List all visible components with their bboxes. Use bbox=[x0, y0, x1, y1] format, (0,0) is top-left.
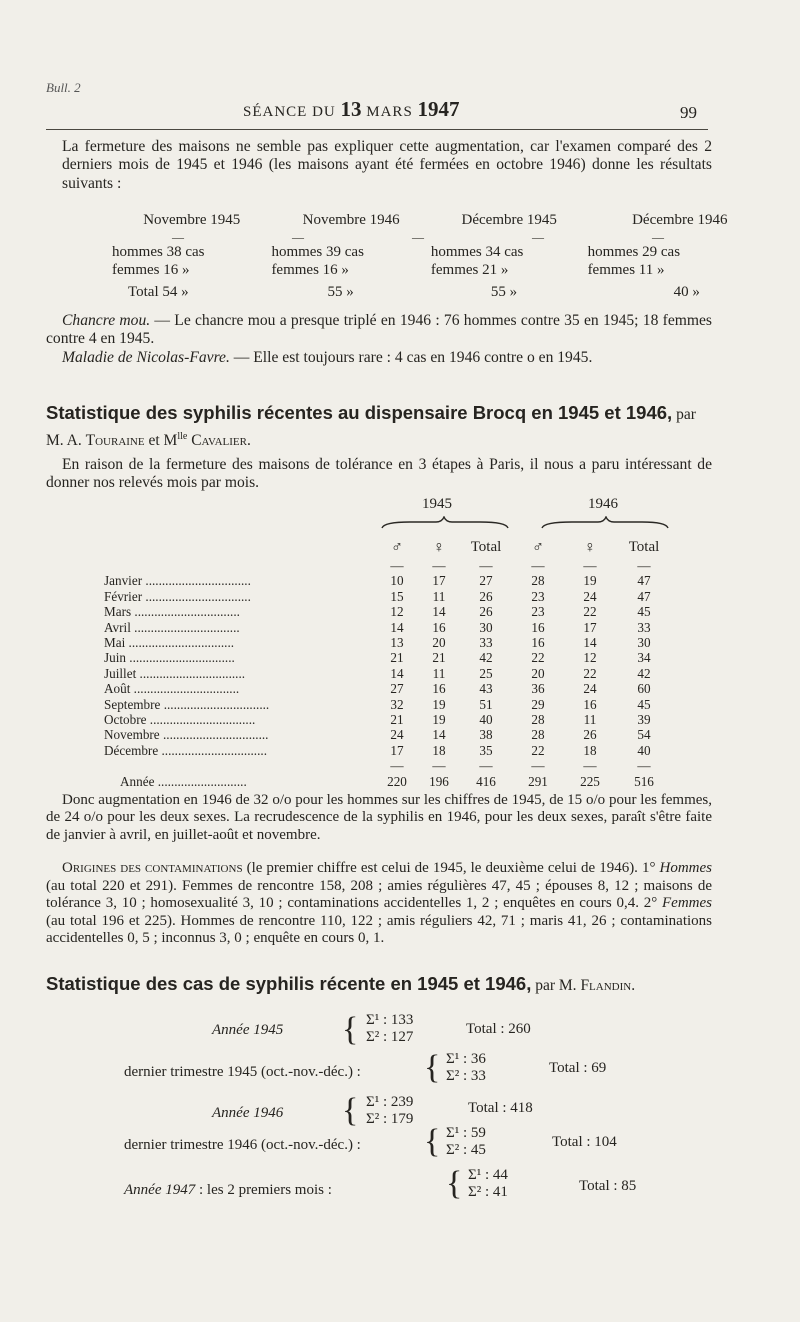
month-label: Février ................................ bbox=[104, 588, 251, 604]
month-label: Janvier ................................ bbox=[104, 573, 251, 589]
conclusion-paragraph: Donc augmentation en 1946 de 32 o/o pour les hommes sur les chiffres de 1945, de 15 o/o pour les femmes, de 24 o/o pour les deux sexes. La recrudescence de la syphilis en 1946, pour les deux sexes, paraît s'être faite de janvier à avril, en juillet-août et novembre. bbox=[46, 792, 712, 843]
table-cell: 13 bbox=[390, 635, 404, 651]
table-cell: 38 bbox=[479, 727, 493, 743]
s2-row5-label: Année 1947 : les 2 premiers mois : bbox=[124, 1182, 332, 1198]
table-cell: 14 bbox=[390, 619, 404, 635]
s2-row3-sigmas: Σ¹ : 239 Σ² : 179 bbox=[366, 1094, 414, 1127]
origins-text1: (le premier chiffre est celui de 1945, le deuxième celui de 1946). 1° bbox=[242, 860, 660, 876]
table-cell: 22 bbox=[531, 650, 545, 666]
cmp-total-cell: 55 » bbox=[327, 283, 354, 300]
section2-end: . bbox=[631, 977, 636, 994]
table-cell: 18 bbox=[432, 742, 446, 758]
table-cell: 42 bbox=[479, 650, 493, 666]
s2-row1-label: Année 1945 bbox=[212, 1022, 284, 1038]
s2-row4-sigmas: Σ¹ : 59 Σ² : 45 bbox=[446, 1125, 486, 1158]
month-label: Juillet ................................ bbox=[104, 665, 246, 681]
s2-row2-label: dernier trimestre 1945 (oct.-nov.-déc.) : bbox=[124, 1064, 361, 1080]
table-cell: 19 bbox=[432, 696, 446, 712]
month-label: Juin ................................ bbox=[104, 650, 235, 666]
table-cell: 28 bbox=[531, 712, 545, 728]
table-row bbox=[104, 681, 672, 696]
table-cell: 14 bbox=[583, 635, 597, 651]
running-head-day: 13 bbox=[340, 97, 362, 121]
year-header-1946: 1946 bbox=[588, 496, 618, 512]
table-cell: 21 bbox=[432, 650, 446, 666]
table-row bbox=[104, 635, 672, 650]
table-cell: 19 bbox=[583, 573, 597, 589]
origins-paragraph bbox=[46, 860, 712, 948]
section1-lle: lle bbox=[177, 431, 188, 442]
table-row bbox=[104, 743, 672, 758]
col-header-female-1945: ♀ bbox=[433, 539, 445, 557]
table-cell: 16 bbox=[531, 635, 545, 651]
table-row bbox=[104, 620, 672, 635]
table-cell: 12 bbox=[390, 604, 404, 620]
brace-glyph: { bbox=[342, 1011, 359, 1048]
s2-row1-sigmas: Σ¹ : 133 Σ² : 127 bbox=[366, 1012, 414, 1045]
table-cell: 22 bbox=[531, 742, 545, 758]
nicolas-text: — Elle est toujours rare : 4 cas en 1946 contre o en 1945. bbox=[229, 349, 593, 366]
table-cell: 45 bbox=[637, 696, 651, 712]
intro-paragraph: La fermeture des maisons ne semble pas expliquer cette augmentation, car l'examen comparé des 2 derniers mois de 1945 et 1946 (les maisons ayant été fermées en octobre 1946) donne les résultats suivants : bbox=[62, 138, 712, 192]
month-label: Décembre ................................ bbox=[104, 742, 267, 758]
total-cell: 220 bbox=[387, 773, 407, 789]
brace-glyph: { bbox=[424, 1049, 441, 1086]
table-cell: 40 bbox=[479, 712, 493, 728]
brace-1945 bbox=[382, 517, 508, 528]
table-row bbox=[104, 727, 672, 742]
table-cell: 34 bbox=[637, 650, 651, 666]
s2-row4-total: Total : 104 bbox=[552, 1134, 617, 1150]
section1-author1: Touraine bbox=[85, 432, 145, 450]
cmp-hommes-cell: hommes 29 cas bbox=[587, 243, 681, 260]
table-cell: 16 bbox=[432, 619, 446, 635]
table-cell: 43 bbox=[479, 681, 493, 697]
table-cell: 23 bbox=[531, 604, 545, 620]
cmp-femmes-cell: femmes 16 » bbox=[271, 261, 349, 278]
table-cell: 12 bbox=[583, 650, 597, 666]
section1-title: Statistique des syphilis récentes au dispensaire Brocq en 1945 et 1946, bbox=[46, 402, 673, 423]
table-cell: 10 bbox=[390, 573, 404, 589]
nicolas-label: Maladie de Nicolas-Favre. bbox=[62, 349, 230, 366]
cmp-femmes-cell: femmes 16 » bbox=[112, 261, 190, 278]
origins-text3: (au total 196 et 225). Hommes de rencontre 110, 122 ; amis réguliers 42, 71 ; maris 41, 26 ; contaminations accidentelles 0, 5 ; inconnus 3, 0 ; enquête en cours 0, 1. bbox=[46, 912, 712, 947]
table-row bbox=[104, 712, 672, 727]
s2-row1-total: Total : 260 bbox=[466, 1021, 531, 1037]
month-label: Octobre ................................ bbox=[104, 712, 256, 728]
origins-hommes: Hommes bbox=[659, 860, 712, 876]
table-cell: 33 bbox=[637, 619, 651, 635]
table-cell: 26 bbox=[583, 727, 597, 743]
table-cell: 40 bbox=[637, 742, 651, 758]
cmp-col-header: Novembre 1946 bbox=[302, 211, 400, 228]
running-head-year: 1947 bbox=[417, 97, 460, 121]
table-total-row bbox=[104, 774, 672, 789]
cmp-col-header: Novembre 1945 bbox=[143, 211, 241, 228]
cmp-col-header: Décembre 1945 bbox=[461, 211, 557, 228]
section1-author2: Cavalier bbox=[191, 432, 247, 450]
table-row bbox=[104, 697, 672, 712]
table-cell: 33 bbox=[479, 635, 493, 651]
table-cell: 27 bbox=[390, 681, 404, 697]
month-label: Mai ................................ bbox=[104, 635, 235, 651]
brace-1946 bbox=[542, 517, 668, 528]
table-cell: 28 bbox=[531, 727, 545, 743]
comparison-table: Novembre 1945 Novembre 1946 Décembre 1945 Décembre 1946 ————— hommes 38 cas hommes 39 cas hommes 34 cas hommes 29 cas femmes 16 » femmes 16 » femmes 21 » femmes 11 » Total 54 » 55 » 55 » 40 » bbox=[112, 209, 772, 305]
table-cell: 42 bbox=[637, 665, 651, 681]
cmp-total-cell: Total 54 » bbox=[128, 283, 189, 300]
s2-row2-sigmas: Σ¹ : 36 Σ² : 33 bbox=[446, 1051, 486, 1084]
page-number: 99 bbox=[680, 103, 697, 122]
total-cell: 516 bbox=[634, 773, 654, 789]
total-cell: 416 bbox=[476, 773, 496, 789]
origins-femmes: Femmes bbox=[662, 895, 712, 912]
table-cell: 24 bbox=[583, 588, 597, 604]
running-head-month: MARS bbox=[366, 104, 413, 120]
table-cell: 19 bbox=[432, 712, 446, 728]
section2-by: par M. bbox=[531, 977, 581, 994]
table-cell: 14 bbox=[390, 665, 404, 681]
total-cell: 225 bbox=[580, 773, 600, 789]
year-header-1945: 1945 bbox=[422, 496, 452, 512]
table-cell: 15 bbox=[390, 588, 404, 604]
section1-by: par M. A. bbox=[46, 406, 696, 450]
table-cell: 22 bbox=[583, 604, 597, 620]
col-header-male-1945: ♂ bbox=[391, 539, 403, 557]
table-cell: 20 bbox=[531, 665, 545, 681]
section1-heading bbox=[46, 402, 714, 452]
table-cell: 21 bbox=[390, 712, 404, 728]
table-cell: 24 bbox=[583, 681, 597, 697]
table-cell: 17 bbox=[432, 573, 446, 589]
table-cell: 39 bbox=[637, 712, 651, 728]
table-cell: 16 bbox=[531, 619, 545, 635]
col-header-male-1946: ♂ bbox=[532, 539, 544, 557]
cmp-hommes-cell: hommes 39 cas bbox=[271, 243, 364, 260]
table-cell: 18 bbox=[583, 742, 597, 758]
table-cell: 14 bbox=[432, 727, 446, 743]
table-cell: 22 bbox=[583, 665, 597, 681]
cmp-femmes-cell: femmes 21 » bbox=[430, 261, 509, 278]
year-braces bbox=[380, 516, 670, 532]
month-label: Novembre ................................ bbox=[104, 727, 269, 743]
cmp-hommes-cell: hommes 34 cas bbox=[430, 243, 524, 260]
header-rule bbox=[46, 129, 708, 130]
s2-row2-total: Total : 69 bbox=[549, 1060, 607, 1076]
table-cell: 11 bbox=[583, 712, 597, 728]
monthly-table: ♂ ♀ Total ♂ ♀ Total — — — — — — Janvier ................................ 10 17 27 28 19 47 Février ................................ 15 11 26 23 24 47 Mars ................................ 12 14 26 23 22 45 Avril ................................ 14 16 30 16 17 33 Mai ................................ 13 20 33 16 14 30 Juin ................................ 21 21 42 22 12 34 Juillet ................................ 14 11 25 20 22 42 Août ................................ 27 16 43 36 24 60 Septembre ................................ 32 19 51 29 16 45 Octobre ................................ 21 19 40 28 11 39 Novembre ................................ 24 14 38 28 26 54 Décembre ................................ 17 18 35 22 18 40 — — — — — — Année ........................... 220 196 416 291 225 516 bbox=[104, 538, 672, 789]
chancre-paragraph bbox=[46, 312, 712, 349]
table-row bbox=[104, 650, 672, 665]
table-cell: 47 bbox=[637, 573, 651, 589]
cmp-total-cell: 55 » bbox=[490, 283, 518, 300]
section1-end: . bbox=[246, 432, 251, 450]
cmp-col-header: Décembre 1946 bbox=[632, 211, 728, 228]
table-row bbox=[104, 666, 672, 681]
s2-row5-sigmas: Σ¹ : 44 Σ² : 41 bbox=[468, 1167, 508, 1200]
section2-author: Flandin bbox=[580, 977, 632, 994]
s2-row3-total: Total : 418 bbox=[468, 1100, 533, 1116]
table-cell: 23 bbox=[531, 588, 545, 604]
cmp-femmes-cell: femmes 11 » bbox=[587, 261, 665, 278]
origins-text2: (au total 220 et 291). Femmes de rencontre 158, 208 ; amies régulières 47, 45 ; épouses 8, 12 ; maisons de tolérance 3, 10 ; homosexualité 3, 10 ; contaminations accidentelles 1, 2 ; enquêtes en cours 0,4. 2° bbox=[46, 877, 712, 912]
col-header-female-1946: ♀ bbox=[584, 539, 596, 557]
brace-glyph: { bbox=[342, 1092, 359, 1129]
table-cell: 26 bbox=[479, 604, 493, 620]
col-header-total-1945: Total bbox=[470, 539, 502, 556]
section1-intro: En raison de la fermeture des maisons de tolérance en 3 étapes à Paris, il nous a paru intéressant de donner nos relevés mois par mois. bbox=[46, 456, 712, 492]
chancre-label: Chancre mou. bbox=[62, 312, 151, 329]
table-cell: 17 bbox=[583, 619, 597, 635]
table-cell: 20 bbox=[432, 635, 446, 651]
total-cell: 196 bbox=[429, 773, 449, 789]
section2-title: Statistique des cas de syphilis récente en 1945 et 1946, bbox=[46, 973, 532, 994]
table-cell: 28 bbox=[531, 573, 545, 589]
month-label: Avril ................................ bbox=[104, 619, 240, 635]
s2-row4-label: dernier trimestre 1946 (oct.-nov.-déc.) : bbox=[124, 1137, 361, 1153]
table-cell: 14 bbox=[432, 604, 446, 620]
table-cell: 27 bbox=[479, 573, 493, 589]
table-cell: 30 bbox=[479, 619, 493, 635]
cmp-hommes-cell: hommes 38 cas bbox=[112, 243, 205, 260]
total-cell: 291 bbox=[528, 773, 548, 789]
table-cell: 60 bbox=[637, 681, 651, 697]
table-cell: 16 bbox=[583, 696, 597, 712]
volume-marker: Bull. 2 bbox=[46, 80, 81, 95]
origins-label: Origines des contaminations bbox=[62, 860, 243, 876]
col-header-total-1946: Total bbox=[628, 539, 660, 556]
table-cell: 24 bbox=[390, 727, 404, 743]
running-head-prefix: SÉANCE DU bbox=[243, 104, 336, 120]
table-cell: 21 bbox=[390, 650, 404, 666]
table-cell: 32 bbox=[390, 696, 404, 712]
brace-glyph: { bbox=[424, 1123, 441, 1160]
table-row bbox=[104, 604, 672, 619]
cmp-total-cell: 40 » bbox=[673, 283, 700, 300]
month-label: Septembre ................................ bbox=[104, 696, 270, 712]
chancre-text: — Le chancre mou a presque triplé en 1946 : 76 hommes contre 35 en 1945; 18 femmes contre 4 en 1945. bbox=[46, 312, 713, 348]
table-cell: 30 bbox=[637, 635, 651, 651]
table-cell: 29 bbox=[531, 696, 545, 712]
nicolas-paragraph bbox=[46, 349, 712, 367]
running-head bbox=[243, 97, 460, 122]
table-row bbox=[104, 573, 672, 588]
table-row bbox=[104, 589, 672, 604]
s2-row3-label: Année 1946 bbox=[212, 1105, 284, 1121]
table-cell: 25 bbox=[479, 665, 493, 681]
table-cell: 17 bbox=[390, 742, 404, 758]
table-cell: 11 bbox=[432, 665, 446, 681]
table-cell: 35 bbox=[479, 742, 493, 758]
table-cell: 11 bbox=[432, 588, 446, 604]
month-label: Août ................................ bbox=[104, 681, 240, 697]
table-cell: 16 bbox=[432, 681, 446, 697]
brace-glyph: { bbox=[446, 1165, 463, 1202]
table-cell: 47 bbox=[637, 588, 651, 604]
table-cell: 36 bbox=[531, 681, 545, 697]
table-cell: 51 bbox=[479, 696, 493, 712]
month-label: Mars ................................ bbox=[104, 604, 240, 620]
table-cell: 26 bbox=[479, 588, 493, 604]
section1-and: et M bbox=[144, 432, 178, 450]
table-cell: 54 bbox=[637, 727, 651, 743]
section2-heading bbox=[46, 973, 714, 997]
total-row-label: Année ........................... bbox=[120, 773, 247, 789]
s2-row5-total: Total : 85 bbox=[579, 1178, 637, 1194]
table-cell: 45 bbox=[637, 604, 651, 620]
